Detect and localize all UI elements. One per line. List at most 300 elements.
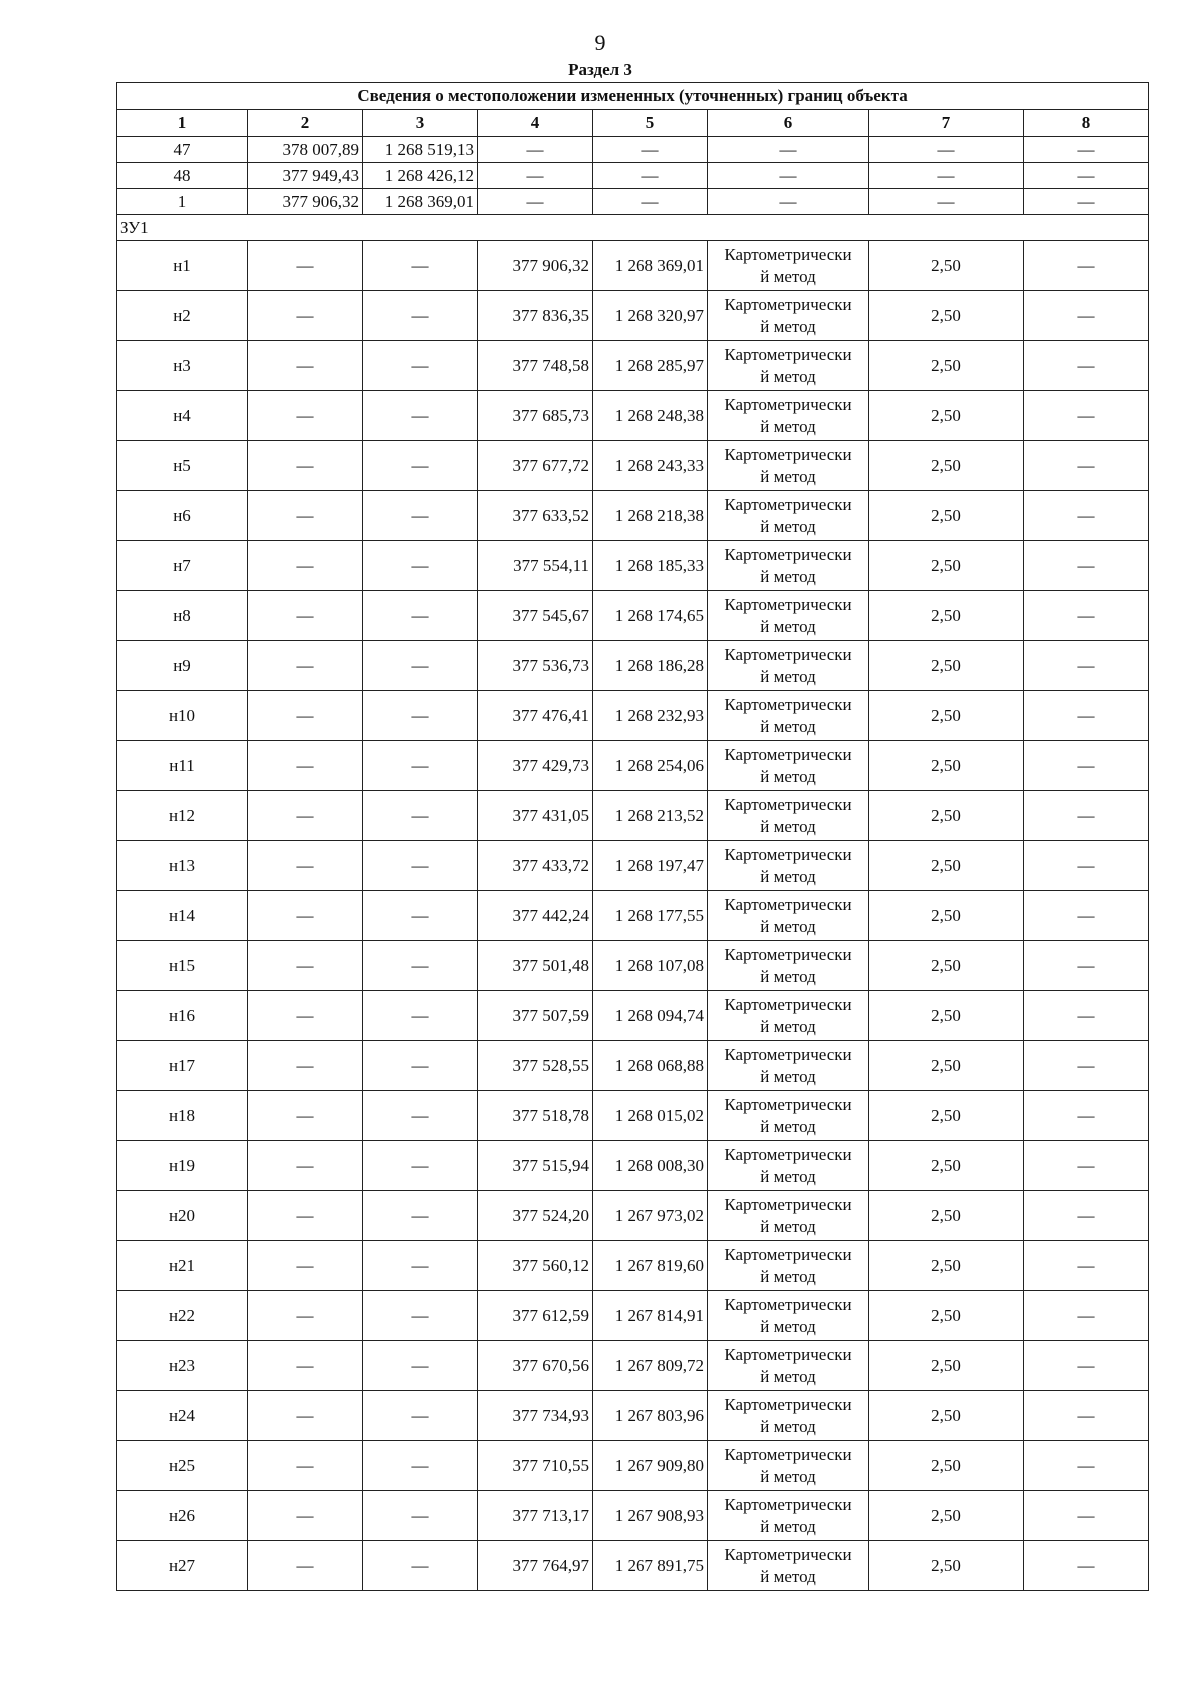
table-cell: 2,50 [869,1041,1024,1091]
method-text-line-2: й метод [760,266,816,286]
table-cell: 377 949,43 [248,163,363,189]
table-cell: — [363,991,478,1041]
table-cell: 1 267 819,60 [593,1241,708,1291]
method-cell [708,691,869,741]
table-row [117,541,1149,591]
table-cell: — [1024,241,1149,291]
table-cell: — [363,1241,478,1291]
method-cell [708,1191,869,1241]
table-cell: 2,50 [869,391,1024,441]
table-cell: — [1024,137,1149,163]
table-cell: — [248,891,363,941]
table-cell: — [248,1341,363,1391]
method-cell [708,541,869,591]
table-cell: 2,50 [869,1441,1024,1491]
table-cell: н7 [117,541,248,591]
table-cell: 1 268 248,38 [593,391,708,441]
method-text-line-2: й метод [760,866,816,886]
table-cell: — [248,1541,363,1591]
table-cell: — [363,841,478,891]
method-text-line-1: Картометрически [724,544,852,564]
table-cell: — [363,241,478,291]
method-cell [708,1391,869,1441]
table-cell: — [1024,391,1149,441]
table-cell: — [248,791,363,841]
table-cell: — [1024,641,1149,691]
table-cell: — [1024,341,1149,391]
table-cell: — [363,491,478,541]
table-row [117,841,1149,891]
table-cell: 2,50 [869,691,1024,741]
group-row [117,215,1149,241]
page-number: 9 [594,30,606,55]
table-cell: н2 [117,291,248,341]
table-cell: — [363,941,478,991]
method-cell [708,1441,869,1491]
table-cell: 2,50 [869,591,1024,641]
table-cell: — [363,541,478,591]
table-cell: — [363,1091,478,1141]
method-cell [708,841,869,891]
table-cell: — [248,441,363,491]
table-cell: 2,50 [869,1291,1024,1341]
table-body [117,137,1149,1591]
table-cell: 2,50 [869,1391,1024,1441]
method-cell [708,1241,869,1291]
table-cell: — [1024,991,1149,1041]
table-cell: 377 710,55 [478,1441,593,1491]
table-cell: 47 [117,137,248,163]
method-cell [708,1291,869,1341]
table-cell: 1 267 908,93 [593,1491,708,1541]
method-cell [708,641,869,691]
method-text-line-2: й метод [760,1066,816,1086]
boundary-coordinates-table [116,82,1149,1591]
table-cell: н24 [117,1391,248,1441]
table-cell: 377 518,78 [478,1091,593,1141]
method-text-line-1: Картометрически [724,994,852,1014]
table-cell: н19 [117,1141,248,1191]
table-cell: 1 268 519,13 [363,137,478,163]
table-cell: н15 [117,941,248,991]
table-row [117,1541,1149,1591]
method-cell [708,1091,869,1141]
table-cell: 377 685,73 [478,391,593,441]
table-cell: — [1024,189,1149,215]
table-cell: — [1024,1091,1149,1141]
method-cell [708,441,869,491]
column-number-cell: 3 [363,110,478,137]
table-cell: — [363,1341,478,1391]
method-text-line-2: й метод [760,616,816,636]
table-cell: — [248,541,363,591]
table-cell: 2,50 [869,1341,1024,1391]
method-cell [708,341,869,391]
table-cell: 377 476,41 [478,691,593,741]
table-cell: 1 268 213,52 [593,791,708,841]
table-cell: — [363,1291,478,1341]
table-cell: — [248,1041,363,1091]
table-cell: 1 268 094,74 [593,991,708,1041]
method-cell [708,891,869,941]
table-cell: 377 560,12 [478,1241,593,1291]
table-cell: н14 [117,891,248,941]
method-text-line-1: Картометрически [724,444,852,464]
table-cell: 2,50 [869,941,1024,991]
table-row [117,441,1149,491]
table-cell: 377 507,59 [478,991,593,1041]
table-cell: — [708,189,869,215]
table-cell: 377 554,11 [478,541,593,591]
table-cell: н26 [117,1491,248,1541]
method-text-line-2: й метод [760,666,816,686]
table-cell: — [248,291,363,341]
table-cell: 1 268 254,06 [593,741,708,791]
method-text-line-2: й метод [760,716,816,736]
method-text-line-1: Картометрически [724,344,852,364]
method-text-line-1: Картометрически [724,294,852,314]
table-row [117,163,1149,189]
table-cell: — [363,1391,478,1441]
table-cell: н18 [117,1091,248,1141]
table-cell: н25 [117,1441,248,1491]
column-number-cell: 8 [1024,110,1149,137]
method-cell [708,1141,869,1191]
table-cell: — [1024,163,1149,189]
table-cell: — [1024,1191,1149,1241]
table-cell: 2,50 [869,491,1024,541]
table-cell: — [1024,891,1149,941]
table-cell: 377 515,94 [478,1141,593,1191]
table-row [117,1241,1149,1291]
table-cell: 377 528,55 [478,1041,593,1091]
table-cell: — [363,691,478,741]
column-number-cell: 7 [869,110,1024,137]
table-cell: 2,50 [869,1541,1024,1591]
table-cell: — [248,591,363,641]
table-row [117,641,1149,691]
column-number-cell: 6 [708,110,869,137]
table-cell: — [869,189,1024,215]
table-cell: — [363,1041,478,1091]
table-cell: н12 [117,791,248,841]
method-text-line-1: Картометрически [724,1394,852,1414]
table-cell: — [363,1491,478,1541]
method-text-line-1: Картометрически [724,1544,852,1564]
table-cell: н8 [117,591,248,641]
table-cell: 377 612,59 [478,1291,593,1341]
table-cell: — [1024,291,1149,341]
table-cell: 2,50 [869,891,1024,941]
column-number-row [117,110,1149,137]
table-cell: — [248,1141,363,1191]
section-title: Раздел 3 [568,60,632,79]
group-label: ЗУ1 [117,215,1149,241]
table-cell: — [1024,1041,1149,1091]
method-text-line-1: Картометрически [724,644,852,664]
table-cell: — [248,1391,363,1441]
table-cell: — [1024,791,1149,841]
method-text-line-2: й метод [760,566,816,586]
method-cell [708,1041,869,1091]
table-cell: — [363,791,478,841]
table-cell: — [248,391,363,441]
table-cell: — [593,163,708,189]
table-cell: 377 677,72 [478,441,593,491]
method-text-line-2: й метод [760,516,816,536]
method-text-line-2: й метод [760,1166,816,1186]
table-cell: 1 267 814,91 [593,1291,708,1341]
table-cell: 1 267 909,80 [593,1441,708,1491]
table-cell: 377 433,72 [478,841,593,891]
table-cell: — [363,741,478,791]
table-cell: 1 267 973,02 [593,1191,708,1241]
table-cell: — [1024,841,1149,891]
table-cell: 1 268 068,88 [593,1041,708,1091]
table-row [117,1291,1149,1341]
method-text-line-2: й метод [760,1016,816,1036]
table-cell: — [248,1291,363,1341]
table-row [117,1191,1149,1241]
table-cell: 1 268 369,01 [593,241,708,291]
table-cell: 2,50 [869,541,1024,591]
table-cell: — [1024,441,1149,491]
table-cell: 1 268 185,33 [593,541,708,591]
column-number-cell: 1 [117,110,248,137]
table-cell: — [1024,1291,1149,1341]
table-cell: — [478,137,593,163]
table-cell: 2,50 [869,241,1024,291]
table-cell: 1 268 369,01 [363,189,478,215]
table-row [117,1341,1149,1391]
table-cell: н22 [117,1291,248,1341]
table-cell: 377 836,35 [478,291,593,341]
table-cell: — [363,441,478,491]
table-cell: 1 268 426,12 [363,163,478,189]
method-cell [708,741,869,791]
table-cell: — [363,291,478,341]
method-text-line-1: Картометрически [724,894,852,914]
method-text-line-2: й метод [760,1216,816,1236]
table-cell: — [869,163,1024,189]
table-cell: — [363,1191,478,1241]
table-row [117,691,1149,741]
method-text-line-1: Картометрически [724,394,852,414]
table-cell: — [363,1141,478,1191]
method-text-line-1: Картометрически [724,944,852,964]
method-text-line-2: й метод [760,366,816,386]
method-text-line-2: й метод [760,1316,816,1336]
table-cell: — [248,741,363,791]
table-cell: 2,50 [869,641,1024,691]
table-cell: 2,50 [869,1491,1024,1541]
table-cell: — [248,1191,363,1241]
table-cell: 377 906,32 [478,241,593,291]
table-cell: — [363,591,478,641]
table-cell: 377 748,58 [478,341,593,391]
table-cell: 2,50 [869,1191,1024,1241]
method-text-line-1: Картометрически [724,1144,852,1164]
table-cell: 2,50 [869,291,1024,341]
method-text-line-2: й метод [760,916,816,936]
table-cell: н1 [117,241,248,291]
table-cell: н5 [117,441,248,491]
table-cell: 1 268 107,08 [593,941,708,991]
table-cell: 377 429,73 [478,741,593,791]
table-cell: 377 670,56 [478,1341,593,1391]
method-text-line-2: й метод [760,466,816,486]
table-cell: — [363,641,478,691]
table-row [117,941,1149,991]
table-cell: 1 268 243,33 [593,441,708,491]
table-cell: — [248,841,363,891]
table-row [117,1391,1149,1441]
column-number-cell: 2 [248,110,363,137]
column-number-cell: 4 [478,110,593,137]
table-cell: 1 268 174,65 [593,591,708,641]
table-row [117,491,1149,541]
table-cell: — [248,1091,363,1141]
method-text-line-2: й метод [760,1266,816,1286]
table-cell: — [1024,1491,1149,1541]
table-cell: н11 [117,741,248,791]
method-text-line-2: й метод [760,1566,816,1586]
table-cell: — [363,391,478,441]
table-cell: 1 267 891,75 [593,1541,708,1591]
table-row [117,891,1149,941]
method-cell [708,491,869,541]
table-cell: — [363,1441,478,1491]
table-row [117,241,1149,291]
method-text-line-2: й метод [760,1516,816,1536]
table-cell: 1 268 186,28 [593,641,708,691]
method-text-line-2: й метод [760,1416,816,1436]
method-cell [708,1491,869,1541]
method-text-line-1: Картометрически [724,1294,852,1314]
method-cell [708,241,869,291]
table-row [117,137,1149,163]
table-cell: 2,50 [869,791,1024,841]
method-text-line-1: Картометрически [724,594,852,614]
table-cell: — [363,1541,478,1591]
table-row [117,391,1149,441]
table-cell: 1 268 232,93 [593,691,708,741]
table-cell: 1 268 008,30 [593,1141,708,1191]
table-cell: н21 [117,1241,248,1291]
table-cell: — [478,163,593,189]
table-cell: н6 [117,491,248,541]
table-cell: н17 [117,1041,248,1091]
table-cell: н9 [117,641,248,691]
table-cell: — [1024,541,1149,591]
table-cell: — [1024,941,1149,991]
table-row [117,1141,1149,1191]
method-cell [708,991,869,1041]
method-cell [708,591,869,641]
table-cell: — [1024,691,1149,741]
table-cell: — [363,891,478,941]
table-cell: 377 536,73 [478,641,593,691]
table-cell: 2,50 [869,1141,1024,1191]
method-text-line-1: Картометрически [724,1344,852,1364]
table-cell: — [1024,1241,1149,1291]
table-cell: н4 [117,391,248,441]
method-text-line-1: Картометрически [724,1244,852,1264]
method-text-line-2: й метод [760,1366,816,1386]
method-text-line-1: Картометрически [724,1094,852,1114]
table-cell: — [1024,741,1149,791]
method-text-line-1: Картометрически [724,1494,852,1514]
table-cell: 377 501,48 [478,941,593,991]
table-cell: — [1024,1391,1149,1441]
table-cell: — [708,163,869,189]
table-cell: 2,50 [869,1091,1024,1141]
method-cell [708,391,869,441]
table-cell: — [363,341,478,391]
method-text-line-1: Картометрически [724,494,852,514]
table-cell: — [1024,1441,1149,1491]
table-row [117,991,1149,1041]
method-text-line-1: Картометрически [724,244,852,264]
table-cell: 2,50 [869,441,1024,491]
table-row [117,341,1149,391]
table-cell: 1 [117,189,248,215]
table-row [117,1441,1149,1491]
table-cell: — [593,137,708,163]
table-cell: 1 267 803,96 [593,1391,708,1441]
table-cell: 377 633,52 [478,491,593,541]
table-cell: 377 431,05 [478,791,593,841]
table-cell: 1 267 809,72 [593,1341,708,1391]
table-cell: — [1024,1541,1149,1591]
table-cell: 377 734,93 [478,1391,593,1441]
table-cell: — [248,941,363,991]
method-text-line-2: й метод [760,316,816,336]
method-text-line-1: Картометрически [724,694,852,714]
table-row [117,741,1149,791]
table-cell: — [248,241,363,291]
table-cell: н20 [117,1191,248,1241]
table-row [117,1041,1149,1091]
table-cell: 2,50 [869,991,1024,1041]
table-row [117,1491,1149,1541]
method-text-line-1: Картометрически [724,794,852,814]
table-cell: — [248,691,363,741]
table-cell: 377 524,20 [478,1191,593,1241]
table-cell: 377 545,67 [478,591,593,641]
method-text-line-2: й метод [760,416,816,436]
table-cell: 1 268 015,02 [593,1091,708,1141]
table-cell: н16 [117,991,248,1041]
table-cell: — [593,189,708,215]
table-cell: 377 713,17 [478,1491,593,1541]
table-cell: — [248,491,363,541]
table-cell: н3 [117,341,248,391]
table-cell: — [1024,491,1149,541]
table-cell: — [248,1441,363,1491]
method-text-line-1: Картометрически [724,1444,852,1464]
method-text-line-2: й метод [760,1466,816,1486]
column-number-cell: 5 [593,110,708,137]
table-cell: 377 764,97 [478,1541,593,1591]
table-cell: — [1024,1141,1149,1191]
table-row [117,791,1149,841]
method-text-line-2: й метод [760,766,816,786]
table-cell: н10 [117,691,248,741]
table-cell: н13 [117,841,248,891]
method-text-line-2: й метод [760,966,816,986]
table-cell: — [478,189,593,215]
